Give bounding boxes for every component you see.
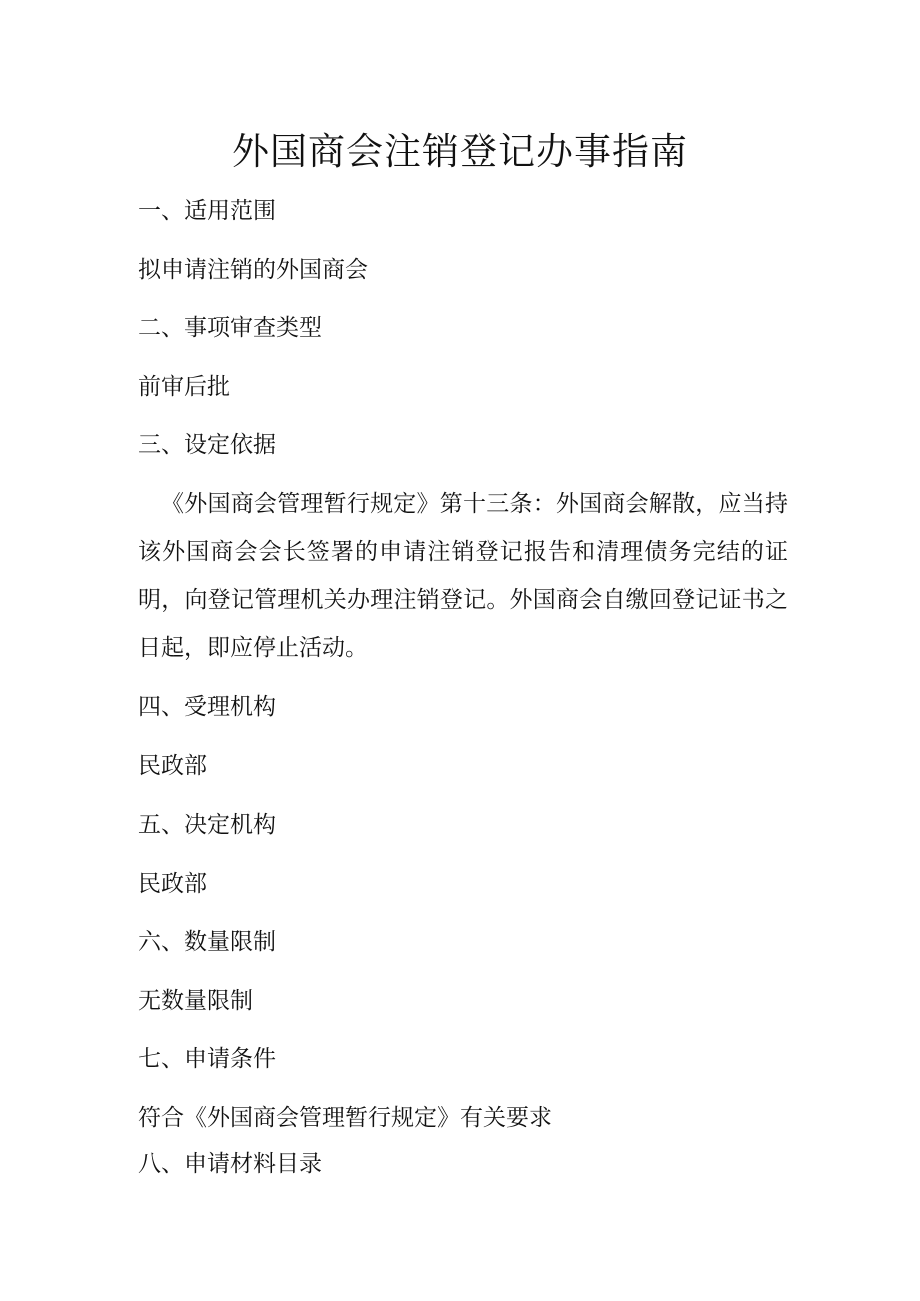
section-content-review-type: 前审后批 bbox=[138, 374, 230, 400]
section-heading-legal-basis: 三、设定依据 bbox=[138, 432, 276, 458]
section-content-quantity-limit: 无数量限制 bbox=[138, 988, 253, 1014]
section-heading-materials: 八、申请材料目录 bbox=[138, 1151, 322, 1177]
section-content-conditions: 符合《外国商会管理暂行规定》有关要求 bbox=[138, 1105, 552, 1131]
section-content-scope: 拟申请注销的外国商会 bbox=[138, 257, 368, 283]
section-heading-conditions: 七、申请条件 bbox=[138, 1046, 276, 1072]
section-content-accepting-agency: 民政部 bbox=[138, 753, 207, 779]
section-heading-accepting-agency: 四、受理机构 bbox=[138, 694, 276, 720]
section-content-deciding-agency: 民政部 bbox=[138, 871, 207, 897]
section-heading-scope: 一、适用范围 bbox=[138, 198, 276, 224]
section-heading-quantity-limit: 六、数量限制 bbox=[138, 929, 276, 955]
document-title: 外国商会注销登记办事指南 bbox=[232, 130, 688, 173]
section-heading-deciding-agency: 五、决定机构 bbox=[138, 812, 276, 838]
section-content-legal-basis: 《外国商会管理暂行规定》第十三条：外国商会解散，应当持该外国商会会长签署的申请注销登记报告和清理债务完结的证明，向登记管理机关办理注销登记。外国商会自缴回登记证书之日起，即应停止活动。 bbox=[138, 491, 788, 661]
section-heading-review-type: 二、事项审查类型 bbox=[138, 315, 322, 341]
